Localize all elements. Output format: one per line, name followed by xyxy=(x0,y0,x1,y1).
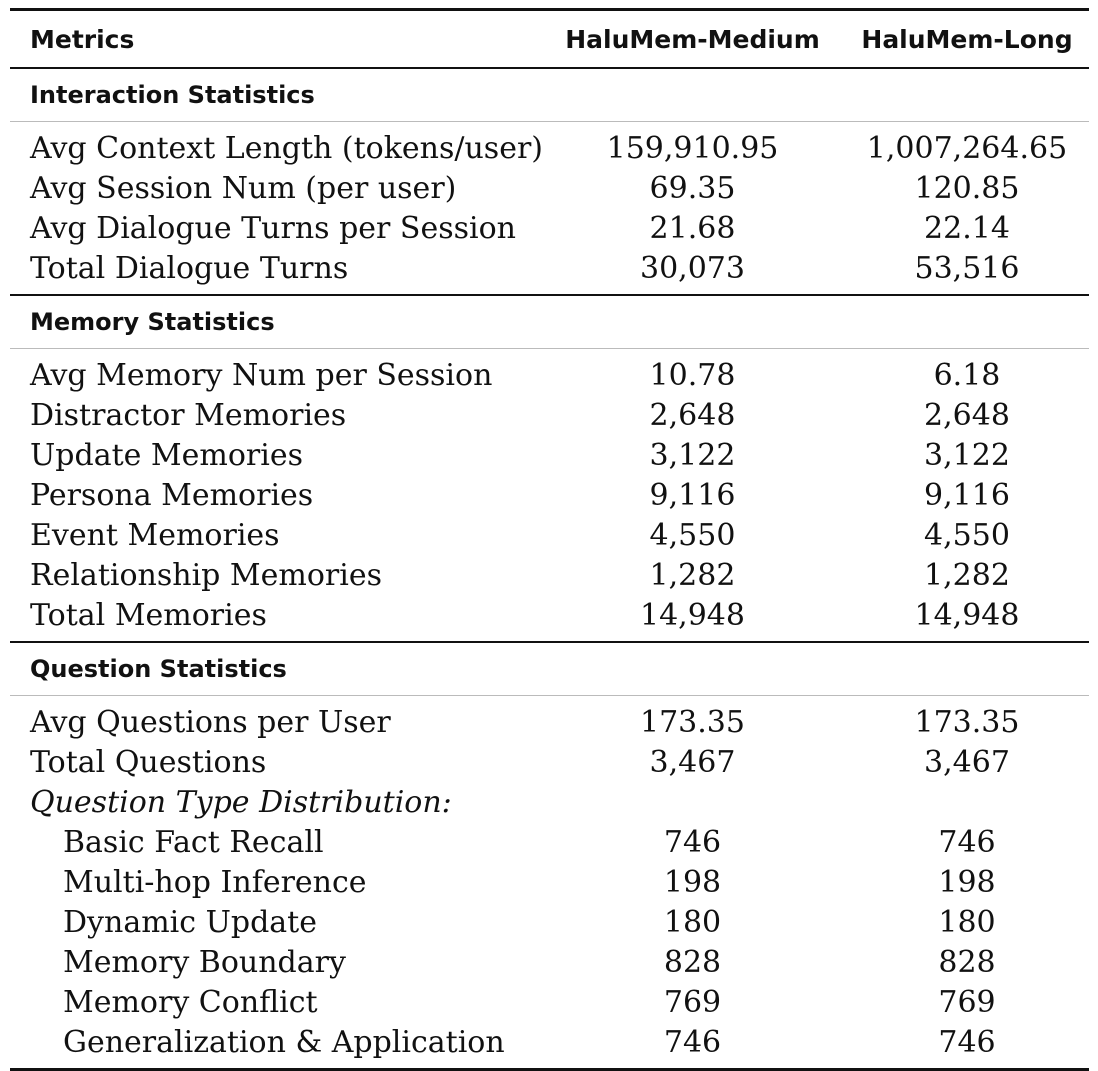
long-value: 53,516 xyxy=(914,250,1020,286)
table-body xyxy=(10,68,1089,1070)
medium-value: 1,282 xyxy=(649,557,736,593)
table-row xyxy=(10,248,1089,295)
question-type-distribution-label: Question Type Distribution: xyxy=(30,784,452,820)
long-value: 746 xyxy=(938,824,996,860)
long-value: 14,948 xyxy=(914,597,1020,633)
row-label: Distractor Memories xyxy=(30,397,347,433)
table-row xyxy=(10,982,1089,1022)
row-label: Avg Dialogue Turns per Session xyxy=(30,210,516,246)
row-label: Dynamic Update xyxy=(63,904,317,940)
table-row xyxy=(10,122,1089,169)
medium-value: 9,116 xyxy=(649,477,736,513)
medium-value: 198 xyxy=(663,864,722,900)
medium-value: 159,910.95 xyxy=(606,130,779,166)
medium-value: 2,648 xyxy=(649,397,736,433)
row-label: Multi-hop Inference xyxy=(63,864,367,900)
section-title-interaction-statistics: Interaction Statistics xyxy=(10,68,1089,122)
long-value: 198 xyxy=(938,864,996,900)
long-value: 2,648 xyxy=(924,397,1010,433)
table-row xyxy=(10,696,1089,743)
table-row xyxy=(10,902,1089,942)
table-row xyxy=(10,822,1089,862)
medium-value: 69.35 xyxy=(649,170,736,206)
table-row xyxy=(10,395,1089,435)
medium-value: 10.78 xyxy=(649,357,736,393)
column-header-halumem-medium: HaluMem-Medium xyxy=(540,10,845,69)
row-label: Basic Fact Recall xyxy=(63,824,324,860)
section-title-memory-statistics: Memory Statistics xyxy=(10,295,1089,349)
long-value: 180 xyxy=(938,904,996,940)
table-row xyxy=(10,349,1089,396)
section-title-question-statistics: Question Statistics xyxy=(10,642,1089,696)
medium-value: 4,550 xyxy=(649,517,736,553)
long-value: 746 xyxy=(845,1022,1089,1070)
long-value: 9,116 xyxy=(924,477,1010,513)
section-header-row xyxy=(10,642,1089,696)
row-label: Total Questions xyxy=(30,744,267,780)
table-row xyxy=(10,208,1089,248)
table-row xyxy=(10,475,1089,515)
row-label: Avg Memory Num per Session xyxy=(30,357,493,393)
column-header-halumem-long: HaluMem-Long xyxy=(845,10,1089,69)
long-value: 3,122 xyxy=(924,437,1010,473)
medium-value: 3,122 xyxy=(649,437,736,473)
row-label: Relationship Memories xyxy=(30,557,382,593)
row-label: Memory Conflict xyxy=(63,984,318,1020)
row-label: Update Memories xyxy=(30,437,303,473)
header-row xyxy=(10,10,1089,69)
medium-value: 173.35 xyxy=(640,704,745,740)
medium-value: 14,948 xyxy=(640,597,745,633)
table-row xyxy=(10,1022,1089,1070)
row-label: Avg Context Length (tokens/user) xyxy=(30,130,544,166)
column-header-metrics: Metrics xyxy=(10,10,540,69)
table-row xyxy=(10,515,1089,555)
long-value: 828 xyxy=(938,944,996,980)
medium-value: 828 xyxy=(663,944,722,980)
medium-value: 746 xyxy=(663,824,722,860)
row-label: Persona Memories xyxy=(30,477,314,513)
table-row xyxy=(10,782,1089,822)
row-label: Generalization & Application xyxy=(10,1022,540,1070)
long-value: 1,282 xyxy=(924,557,1010,593)
long-value: 6.18 xyxy=(933,357,1001,393)
table-row xyxy=(10,595,1089,642)
row-label: Memory Boundary xyxy=(63,944,346,980)
long-value: 1,007,264.65 xyxy=(866,130,1068,166)
medium-value: 746 xyxy=(540,1022,845,1070)
medium-value: 180 xyxy=(663,904,722,940)
table-row xyxy=(10,862,1089,902)
long-value: 120.85 xyxy=(914,170,1020,206)
row-label: Event Memories xyxy=(30,517,280,553)
table-row xyxy=(10,435,1089,475)
medium-value: 21.68 xyxy=(649,210,736,246)
table-row xyxy=(10,555,1089,595)
row-label: Total Memories xyxy=(30,597,267,633)
medium-value: 769 xyxy=(663,984,722,1020)
long-value: 22.14 xyxy=(924,210,1010,246)
table-row xyxy=(10,168,1089,208)
section-header-row xyxy=(10,68,1089,122)
row-label: Total Dialogue Turns xyxy=(30,250,349,286)
table-row xyxy=(10,942,1089,982)
table-row xyxy=(10,742,1089,782)
statistics-table xyxy=(10,8,1089,1071)
long-value: 173.35 xyxy=(914,704,1020,740)
medium-value: 30,073 xyxy=(640,250,745,286)
long-value: 769 xyxy=(938,984,996,1020)
long-value: 4,550 xyxy=(924,517,1010,553)
section-header-row xyxy=(10,295,1089,349)
medium-value: 3,467 xyxy=(649,744,736,780)
long-value: 3,467 xyxy=(924,744,1010,780)
table-header xyxy=(10,10,1089,69)
row-label: Avg Session Num (per user) xyxy=(30,170,457,206)
row-label: Avg Questions per User xyxy=(30,704,391,740)
